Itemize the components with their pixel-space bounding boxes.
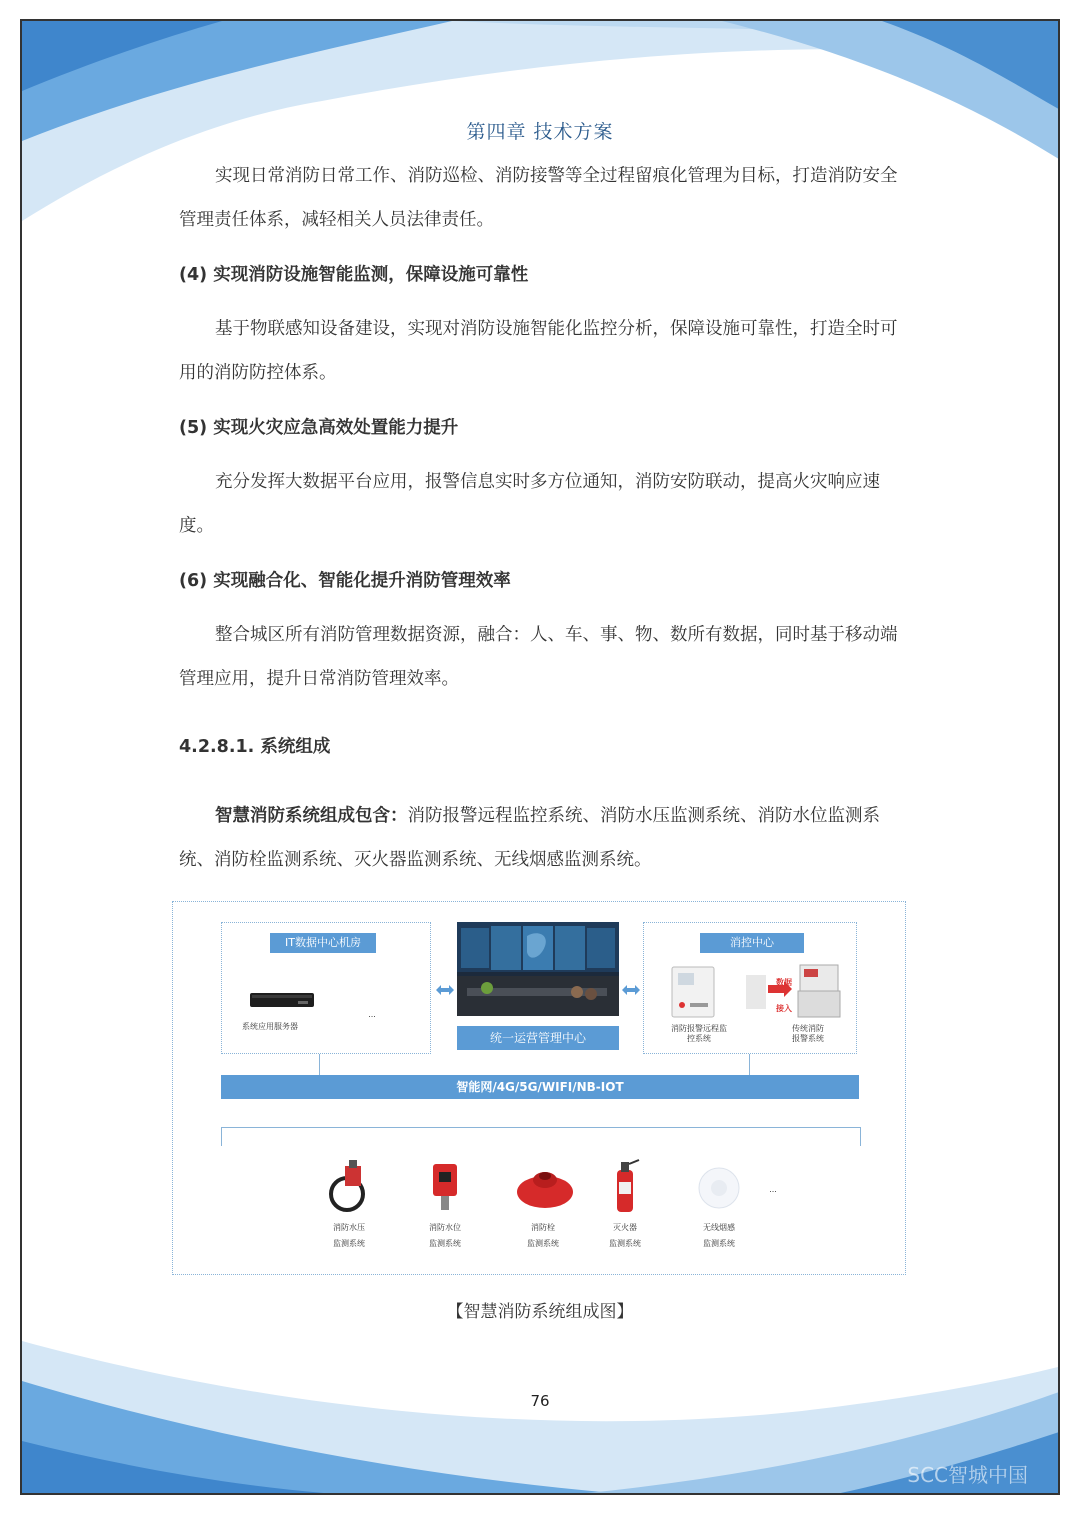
it-datacenter-title: IT数据中心机房: [270, 933, 376, 953]
server-icon: [248, 989, 318, 1013]
ellipsis: ...: [769, 1185, 777, 1194]
double-arrow-icon: [435, 984, 455, 996]
chapter-header: 第四章 技术方案: [466, 121, 614, 143]
device-label: 监测系统: [609, 1239, 641, 1248]
fire-extinguisher-icon: [609, 1156, 641, 1216]
alarm-remote-label-2: 控系统: [687, 1034, 711, 1043]
section-heading: (4) 实现消防设施智能监测，保障设施可靠性: [179, 265, 529, 285]
figure-caption: 【智慧消防系统组成图】: [446, 1302, 634, 1322]
paragraph: 实现日常消防日常工作、消防巡检、消防接警等全过程留痕化管理为目标，打造消防安全管理责任体系，减轻相关人员法律责任。: [179, 166, 898, 230]
connector-line: [749, 1054, 750, 1075]
ellipsis: ...: [368, 1010, 376, 1019]
section-heading: (5) 实现火灾应急高效处置能力提升: [179, 418, 459, 438]
device-label: 监测系统: [703, 1239, 735, 1248]
device-label: 监测系统: [429, 1239, 461, 1248]
it-datacenter-box: [221, 922, 431, 1054]
smoke-detector-icon: [695, 1166, 743, 1210]
device-label: 消防栓: [531, 1223, 555, 1232]
device-label: 消防水位: [429, 1223, 461, 1232]
double-arrow-icon: [621, 984, 641, 996]
paragraph: 基于物联感知设备建设，实现对消防设施智能化监控分析，保障设施可靠性，打造全时可用的消防防控体系。: [179, 319, 898, 383]
server-label: 系统应用服务器: [242, 1022, 298, 1031]
device-bracket: [221, 1127, 861, 1146]
paragraph: 整合城区所有消防管理数据资源，融合：人、车、事、物、数所有数据，同时基于移动端管理应用，提升日常消防管理效率。: [179, 625, 898, 689]
control-center-box: [643, 922, 857, 1054]
connector-line: [319, 1054, 320, 1075]
ops-center-label: 统一运营管理中心: [457, 1026, 619, 1050]
subsection-title: 4.2.8.1. 系统组成: [179, 737, 331, 757]
device-label: 监测系统: [333, 1239, 365, 1248]
watermark: SCC智城中国: [907, 1463, 1028, 1487]
control-center-title: 消控中心: [700, 933, 804, 953]
paragraph: 充分发挥大数据平台应用，报警信息实时多方位通知，消防安防联动，提高火灾响应速度。: [179, 472, 880, 536]
traditional-label-1: 传统消防: [792, 1024, 824, 1033]
device-label: 监测系统: [527, 1239, 559, 1248]
system-diagram: [172, 901, 906, 1275]
device-label: 灭火器: [613, 1223, 637, 1232]
page: [20, 19, 1060, 1495]
control-room-photo: [457, 922, 619, 1016]
data-label: 数据: [776, 978, 792, 987]
paragraph: 智慧消防系统组成包含：消防报警远程监控系统、消防水压监测系统、消防水位监测系统、消防栓监测系统、灭火器监测系统、无线烟感监测系统。: [179, 806, 880, 870]
hydrant-sensor-icon: [515, 1162, 575, 1212]
alarm-panel-icon: [670, 965, 716, 1019]
traditional-alarm-icon: [796, 963, 842, 1019]
network-bar: 智能网/4G/5G/WIFI/NB-IOT: [221, 1075, 859, 1099]
device-label: 无线烟感: [703, 1223, 735, 1232]
section-heading: (6) 实现融合化、智能化提升消防管理效率: [179, 571, 511, 591]
water-level-sensor-icon: [427, 1160, 463, 1216]
access-label: 接入: [776, 1004, 792, 1013]
device-label: 消防水压: [333, 1223, 365, 1232]
pressure-sensor-icon: [325, 1160, 375, 1216]
alarm-remote-label-1: 消防报警远程监: [671, 1024, 727, 1033]
bold-lead: 智慧消防系统组成包含：: [215, 806, 408, 826]
traditional-label-2: 报警系统: [792, 1034, 824, 1043]
page-number: 76: [530, 1392, 550, 1410]
